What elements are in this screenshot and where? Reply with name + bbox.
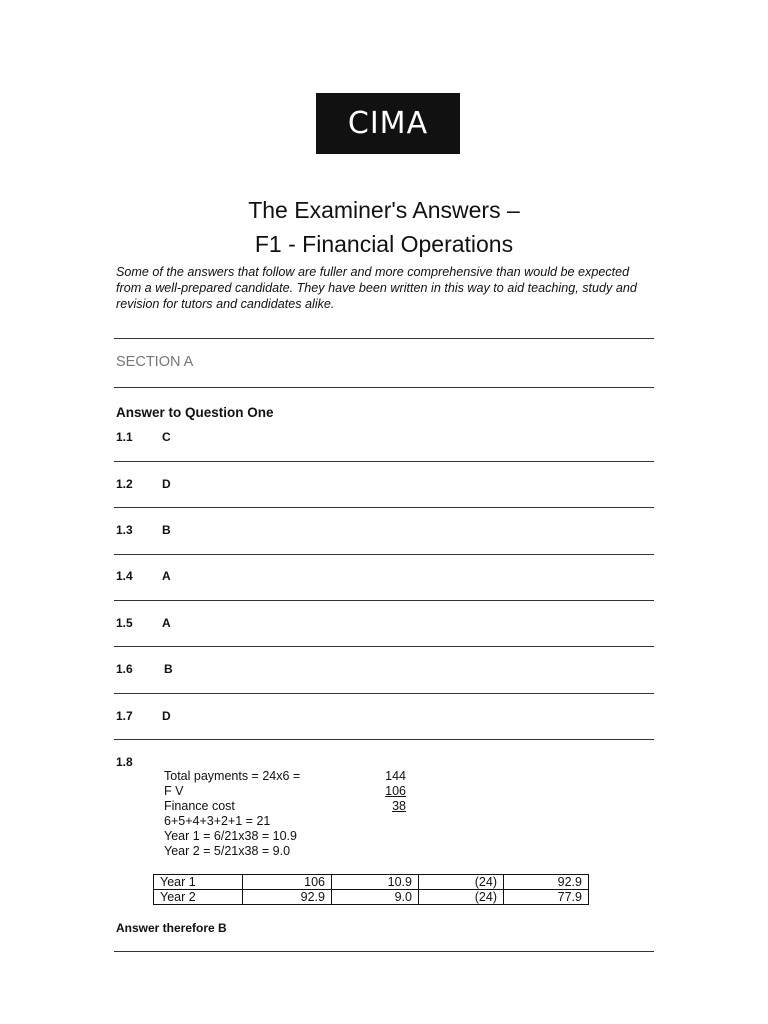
page-title-line-2: F1 - Financial Operations [254,231,514,257]
answer-letter: B [164,662,173,676]
calc-value [366,799,406,813]
table-cell: Year 2 [154,890,243,905]
table-cell: 92.9 [243,890,332,905]
table-cell: Year 1 [154,875,243,890]
calc-label: Year 2 = 5/21x38 = 9.0 [164,844,291,858]
table-cell: 92.9 [504,875,589,890]
answer-letter: D [162,477,171,491]
answer-letter: D [162,709,171,723]
divider [114,646,654,647]
answer-number: 1.5 [116,616,133,630]
divider [114,951,654,952]
calc-value-underlined: 38 [392,799,406,813]
divider [114,507,654,508]
conclusion [116,921,227,935]
table-cell: (24) [419,875,504,890]
answer-number: 1.8 [116,755,133,769]
divider [114,461,654,462]
divider [114,338,654,339]
calc-label: F V [164,784,184,798]
table-cell: 10.9 [332,875,419,890]
finance-table [153,874,589,905]
table-cell: (24) [419,890,504,905]
divider [114,693,654,694]
logo-text: CIMA [347,106,429,141]
answer-letter: A [162,616,171,630]
calc-value [366,784,406,798]
question-heading: Answer to Question One [116,405,274,420]
answer-number: 1.6 [116,662,133,676]
divider [114,554,654,555]
conclusion-label: Answer therefore [116,921,215,935]
page-title-line-1: The Examiner's Answers – [248,197,520,223]
table-cell: 106 [243,875,332,890]
divider [114,600,654,601]
table-cell: 77.9 [504,890,589,905]
calc-label: 6+5+4+3+2+1 = 21 [164,814,271,828]
answer-number: 1.1 [116,430,133,444]
calc-label: Finance cost [164,799,235,813]
table-row [154,890,589,905]
answer-number: 1.7 [116,709,133,723]
cima-logo [316,93,460,154]
answer-letter: B [162,523,171,537]
answer-number: 1.4 [116,569,133,583]
intro-paragraph: Some of the answers that follow are fuller and more comprehensive than would be expected from a well-prepared candidate. They have been written in this way to aid teaching, study and revision for tutors and candidates alike. [116,265,637,311]
calc-label: Total payments = 24x6 = [164,769,301,783]
table-row [154,875,589,890]
section-label: SECTION A [116,354,194,370]
calc-label: Year 1 = 6/21x38 = 10.9 [164,829,297,843]
conclusion-answer: B [218,921,227,935]
table-cell: 9.0 [332,890,419,905]
calc-value: 144 [385,769,406,783]
answer-letter: A [162,569,171,583]
answer-number: 1.2 [116,477,133,491]
divider [114,387,654,388]
divider [114,739,654,740]
calc-value-underlined: 106 [385,784,406,798]
answer-letter: C [162,430,171,444]
answer-number: 1.3 [116,523,133,537]
